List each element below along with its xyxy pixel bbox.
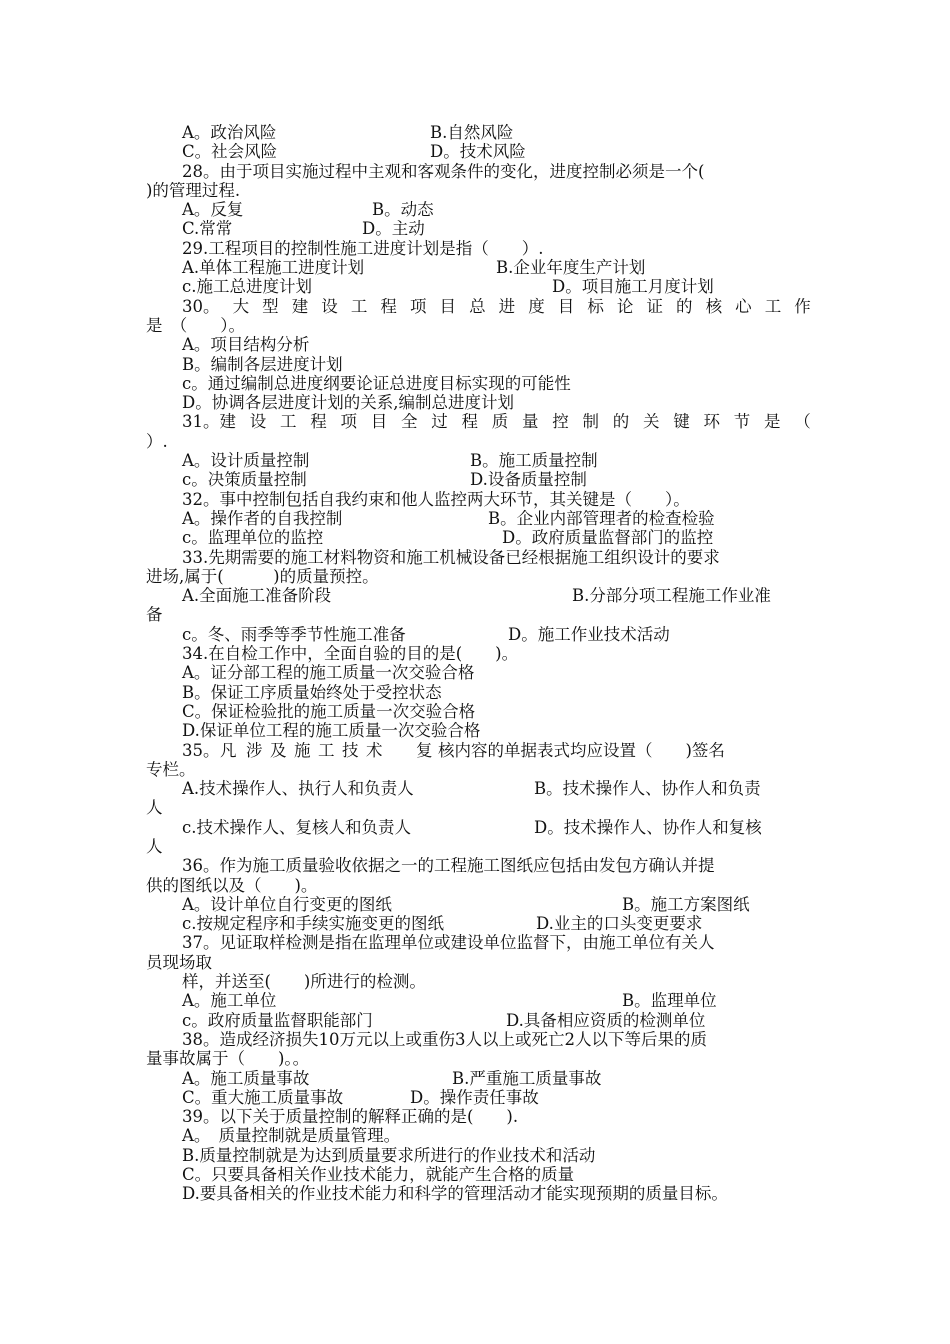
option-a: A。项目结构分析 [182,335,310,355]
question-stem-continued: 样，并送至( )所进行的检测。 [182,972,426,992]
question-list [146,123,811,1204]
question-stem-continued: ）. [146,431,168,451]
option-a: A。设计质量控制 [182,451,310,471]
option-a: A。 质量控制就是质量管理。 [182,1126,401,1146]
option-a: A。反复 [182,200,244,220]
question-stem-justified: 30。 大 型 建 设 工 程 项 目 总 进 度 目 标 论 证 的 核 心 工 作 [182,296,811,316]
option-row [146,142,811,161]
option-row [146,123,811,142]
option-b: B.企业年度生产计划 [496,258,646,278]
option-row [146,451,811,470]
option-row [146,1088,811,1107]
option-row [146,509,811,528]
option-c: c。决策质量控制 [182,470,307,490]
option-d: D。技术风险 [430,142,526,162]
question-stem-continued: 进场,属于( )的质量预控。 [146,566,379,586]
option-row [146,895,811,914]
option-d: D.要具备相关的作业技术能力和科学的管理活动才能实现预期的质量目标。 [182,1184,728,1204]
option-c: C.常常 [182,219,233,239]
option-c: c。通过编制总进度纲要论证总进度目标实现的可能性 [182,373,571,393]
option-c: c.按规定程序和手续实施变更的图纸 [182,914,444,934]
question-stem: 34.在自检工作中，全面自验的目的是( )。 [182,644,519,664]
option-c: C。社会风险 [182,142,278,162]
option-row [146,528,811,547]
option-row [146,470,811,489]
option-row [146,991,811,1010]
option-c: c.技术操作人、复核人和负责人 [182,817,411,837]
question-stem: 39。以下关于质量控制的解释正确的是( ). [182,1107,519,1127]
question-stem: 32。事中控制包括自我约束和他人监控两大环节，其关键是（ ）。 [182,489,690,509]
option-c: C。重大施工质量事故 [182,1087,344,1107]
option-a: A.单体工程施工进度计划 [182,258,365,278]
option-b: B。动态 [372,200,434,220]
option-d: D.业主的口头变更要求 [536,914,703,934]
option-a: A。施工单位 [182,991,277,1011]
option-b: B.自然风险 [430,123,514,142]
option-c: c。政府质量监督职能部门 [182,1010,373,1030]
option-b: B。施工方案图纸 [622,894,750,914]
option-d: D。主动 [362,219,425,239]
option-a: A。设计单位自行变更的图纸 [182,894,392,914]
option-d: D。协调各层进度计划的关系,编制总进度计划 [182,393,514,413]
option-row [146,818,811,837]
question-stem: 36。作为施工质量验收依据之一的工程施工图纸应包括由发包方确认并提 [182,856,715,876]
question-stem-continued: 是 （ ）。 [146,315,245,335]
option-d: D.保证单位工程的施工质量一次交验合格 [182,721,481,741]
option-d: D。政府质量监督部门的监控 [502,528,714,548]
option-b: B.分部分项工程施工作业准 [572,586,771,606]
option-row [146,219,811,238]
question-stem: 29.工程项目的控制性施工进度计划是指（ ）. [182,238,544,258]
question-stem-justified: 35。 凡 涉 及 施 工 技 术 复 核内容的单据表式均应设置（ )签名 [182,740,725,760]
option-row [146,625,811,644]
option-a: A.技术操作人、执行人和负责人 [182,779,414,799]
question-stem-continued: 专栏。 [146,759,196,779]
option-c: c。监理单位的监控 [182,528,324,548]
option-b: B。技术操作人、协作人和负责 [534,779,761,799]
option-a: A。施工质量事故 [182,1068,310,1088]
option-row [146,258,811,277]
question-stem-continued: 供的图纸以及（ )。 [146,875,318,895]
question-stem: 28。由于项目实施过程中主观和客观条件的变化，进度控制必须是一个( [182,161,705,181]
question-stem: 33.先期需要的施工材料物资和施工机械设备已经根据施工组织设计的要求 [182,547,720,567]
option-row [146,277,811,296]
option-row [146,200,811,219]
option-row [146,914,811,933]
option-a: A。政治风险 [182,123,277,142]
option-c: c.施工总进度计划 [182,277,312,297]
option-a: A。操作者的自我控制 [182,508,343,528]
option-b: B。企业内部管理者的检查检验 [488,508,715,528]
option-row [146,586,811,605]
option-b: B。编制各层进度计划 [182,354,343,374]
option-b: B。保证工序质量始终处于受控状态 [182,682,442,702]
option-c: C。只要具备相关作业技术能力，就能产生合格的质量 [182,1165,575,1185]
option-c: C。保证检验批的施工质量一次交验合格 [182,701,476,721]
question-stem-continued: 量事故属于（ )。。 [146,1049,310,1069]
question-stem-continued: 员现场取 [146,952,212,972]
option-b: B.质量控制就是为达到质量要求所进行的作业技术和活动 [182,1145,596,1165]
option-b-wrap: 人 [146,798,163,818]
option-c: c。冬、雨季等季节性施工准备 [182,624,406,644]
option-d: D。技术操作人、协作人和复核 [534,817,762,837]
option-d: D。施工作业技术活动 [508,624,670,644]
option-a: A.全面施工准备阶段 [182,586,332,606]
option-d: D。项目施工月度计划 [552,277,714,297]
option-b: B.严重施工质量事故 [452,1068,602,1088]
option-b: B。施工质量控制 [470,451,598,471]
option-d: D.设备质量控制 [470,470,587,490]
question-stem-justified: 31。建 设 工 程 项 目 全 过 程 质 量 控 制 的 关 键 环 节 是 （ [182,412,811,432]
option-row [146,779,811,798]
option-row [146,1069,811,1088]
option-d: D.具备相应资质的检测单位 [506,1010,706,1030]
option-b-wrap: 备 [146,605,163,625]
question-stem-continued: )的管理过程. [146,180,241,200]
option-a: A。证分部工程的施工质量一次交验合格 [182,663,475,683]
question-stem: 37。见证取样检测是指在监理单位或建设单位监督下，由施工单位有关人 [182,933,715,953]
option-row [146,1011,811,1030]
option-d: D。操作责任事故 [410,1087,539,1107]
question-stem: 38。造成经济损失10万元以上或重伤3人以上或死亡2人以下等后果的质 [182,1029,707,1049]
option-b: B。监理单位 [622,991,717,1011]
option-d-wrap: 人 [146,836,163,856]
